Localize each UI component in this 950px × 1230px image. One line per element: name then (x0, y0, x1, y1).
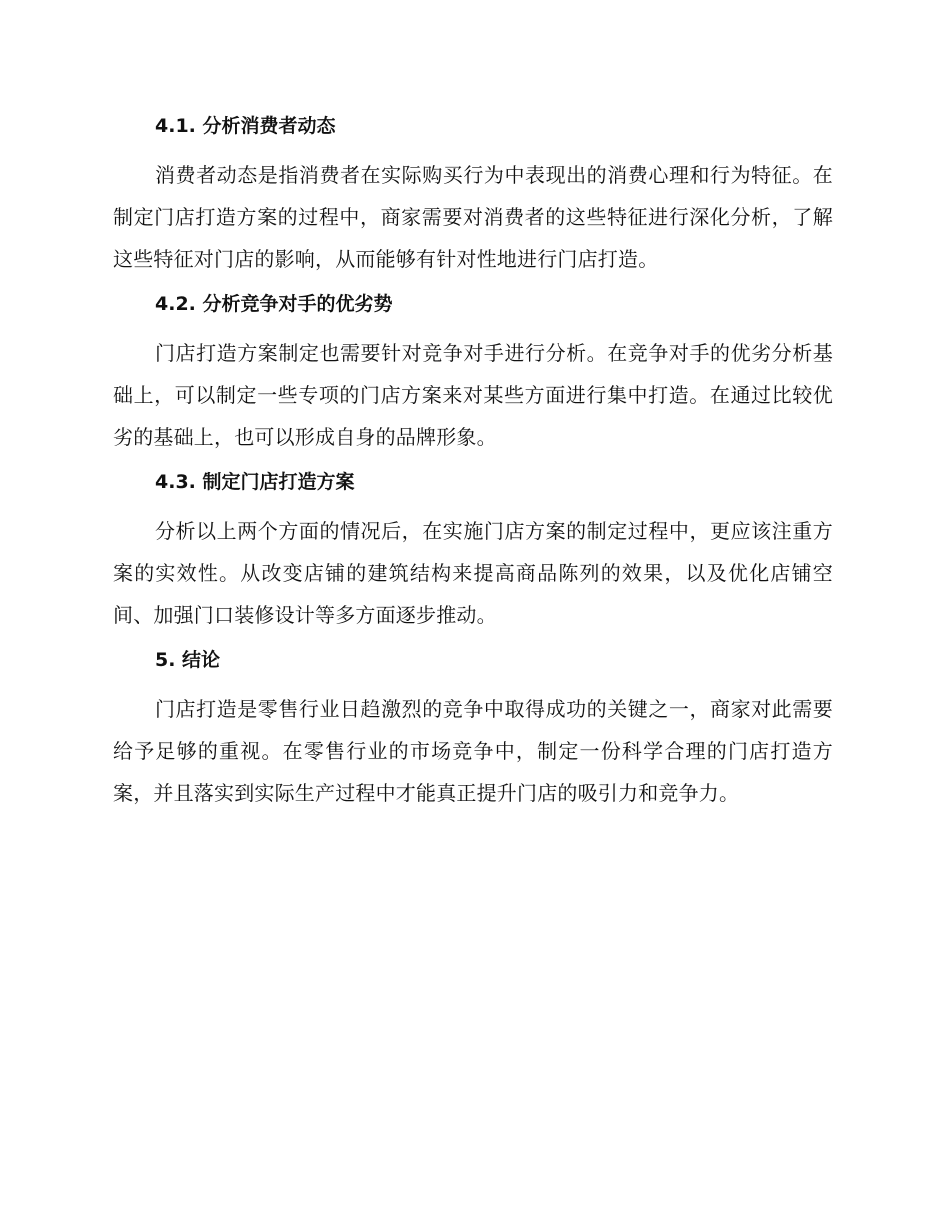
section-heading: 4.1. 分析消费者动态 (155, 115, 336, 137)
document-content (113, 108, 833, 820)
section-heading: 4.3. 制定门店打造方案 (155, 471, 355, 493)
section-4-3 (113, 464, 833, 636)
section-paragraph: 门店打造方案制定也需要针对竞争对手进行分析。在竞争对手的优劣分析基础上，可以制定一些专项的门店方案来对某些方面进行集中打造。在通过比较优劣的基础上，也可以形成自身的品牌形象。 (113, 341, 833, 449)
section-heading: 5. 结论 (155, 649, 221, 671)
section-paragraph: 分析以上两个方面的情况后，在实施门店方案的制定过程中，更应该注重方案的实效性。从改变店铺的建筑结构来提高商品陈列的效果，以及优化店铺空间、加强门口装修设计等多方面逐步推动。 (113, 519, 833, 627)
section-paragraph: 门店打造是零售行业日趋激烈的竞争中取得成功的关键之一，商家对此需要给予足够的重视。在零售行业的市场竞争中，制定一份科学合理的门店打造方案，并且落实到实际生产过程中才能真正提升门店的吸引力和竞争力。 (113, 697, 833, 805)
section-4-2 (113, 286, 833, 458)
section-5 (113, 642, 833, 814)
section-4-1 (113, 108, 833, 280)
section-heading: 4.2. 分析竞争对手的优劣势 (155, 293, 393, 315)
section-paragraph: 消费者动态是指消费者在实际购买行为中表现出的消费心理和行为特征。在制定门店打造方案的过程中，商家需要对消费者的这些特征进行深化分析，了解这些特征对门店的影响，从而能够有针对性地进行门店打造。 (113, 163, 833, 271)
